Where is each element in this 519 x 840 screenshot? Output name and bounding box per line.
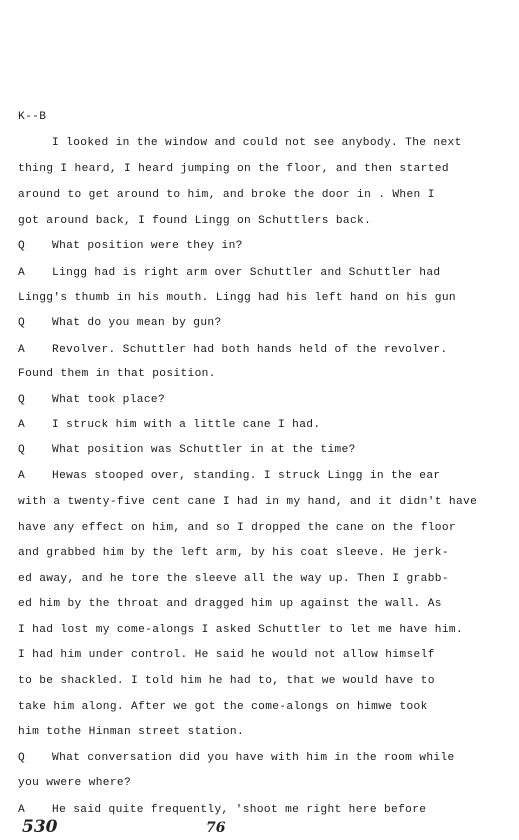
page-header: K--B bbox=[18, 111, 47, 123]
q-label: Q bbox=[18, 240, 26, 252]
answer-line: A Revolver. Schuttler had both hands held of the revolver. bbox=[18, 344, 448, 356]
text-line-2: thing I heard, I heard jumping on the floor, and then started bbox=[18, 163, 449, 175]
a-label: A bbox=[18, 267, 26, 279]
a-label: A bbox=[18, 470, 26, 482]
text-line-15: with a twenty-five cent cane I had in my hand, and it didn't have bbox=[18, 496, 478, 508]
page-number: 530 bbox=[22, 817, 58, 837]
answer-line: A I struck him with a little cane I had. bbox=[18, 419, 321, 431]
text-line-18: ed away, and he tore the sleeve all the way up. Then I grabb- bbox=[18, 573, 449, 585]
q-label: Q bbox=[18, 752, 26, 764]
text-line-10: Found them in that position. bbox=[18, 368, 216, 380]
text-line-19: ed him by the throat and dragged him up against the wall. As bbox=[18, 598, 442, 610]
answer-line: A He said quite frequently, 'shoot me right here before bbox=[18, 804, 427, 816]
text-line-24: him tothe Hinman street station. bbox=[18, 726, 245, 738]
a-label: A bbox=[18, 804, 26, 816]
text-line-26: you wwere where? bbox=[18, 777, 132, 789]
text-line-1: I looked in the window and could not see anybody. The next bbox=[52, 137, 462, 149]
text-line-23: take him along. After we got the come-alongs on himwe took bbox=[18, 701, 428, 713]
text-line-3: around to get around to him, and broke the door in . When I bbox=[18, 189, 435, 201]
text-line-20: I had lost my come-alongs I asked Schuttler to let me have him. bbox=[18, 624, 464, 636]
text-line-21: I had him under control. He said he would not allow himself bbox=[18, 649, 435, 661]
text-line-4: got around back, I found Lingg on Schuttlers back. bbox=[18, 215, 372, 227]
a-label: A bbox=[18, 419, 26, 431]
a-label: A bbox=[18, 344, 26, 356]
text-line-7: Lingg's thumb in his mouth. Lingg had his left hand on his gun bbox=[18, 292, 456, 304]
q-label: Q bbox=[18, 394, 26, 406]
text-line-16: have any effect on him, and so I dropped the cane on the floor bbox=[18, 522, 456, 534]
text-line-17: and grabbed him by the left arm, by his coat sleeve. He jerk- bbox=[18, 547, 449, 559]
answer-line: A Hewas stooped over, standing. I struck Lingg in the ear bbox=[18, 470, 441, 482]
question-line: Q What do you mean by gun? bbox=[18, 317, 222, 329]
question-line: Q What took place? bbox=[18, 394, 166, 406]
text-line-22: to be shackled. I told him he had to, that we would have to bbox=[18, 675, 435, 687]
handwritten-mark: 76 bbox=[206, 820, 226, 836]
question-line: Q What conversation did you have with him in the room while bbox=[18, 752, 455, 764]
question-line: Q What position were they in? bbox=[18, 240, 243, 252]
answer-line: A Lingg had is right arm over Schuttler and Schuttler had bbox=[18, 267, 441, 279]
q-label: Q bbox=[18, 317, 26, 329]
question-line: Q What position was Schuttler in at the time? bbox=[18, 444, 356, 456]
q-label: Q bbox=[18, 444, 26, 456]
